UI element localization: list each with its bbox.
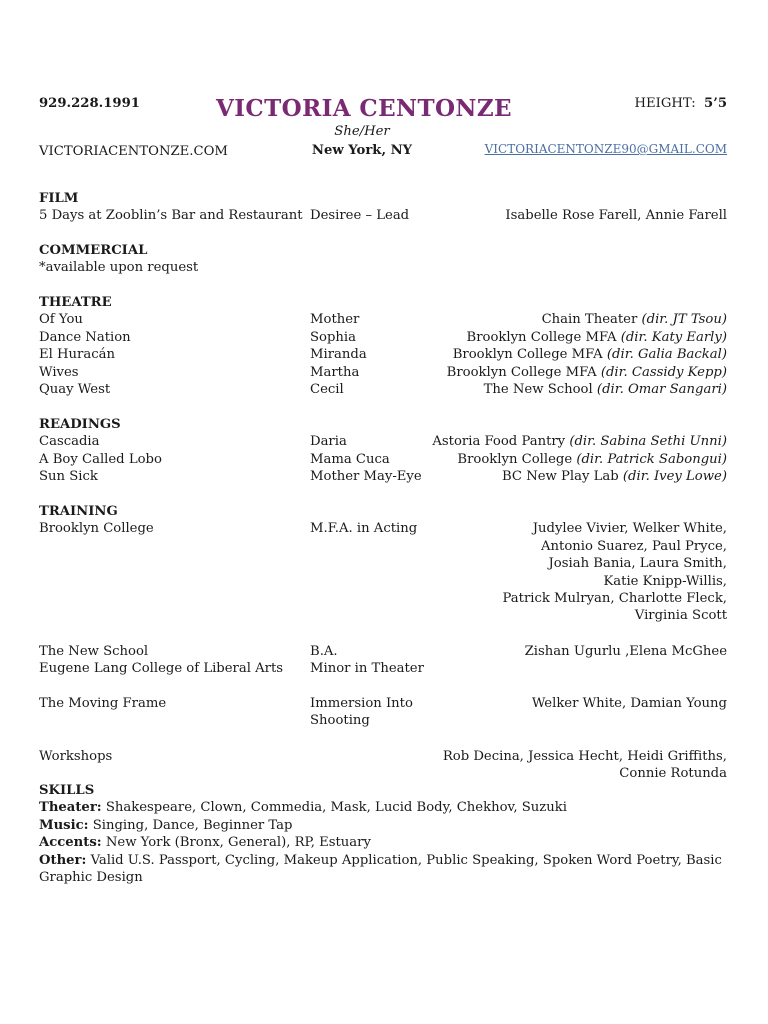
credit-row (39, 381, 727, 398)
skill-value: Valid U.S. Passport, Cycling, Makeup Application, Public Speaking, Spoken Word Poetry, Basic (86, 852, 722, 868)
height-label: HEIGHT: (634, 96, 696, 111)
training-teachers (443, 748, 727, 783)
credit-venue (457, 451, 727, 468)
venue-name: Astoria Food Pantry (432, 434, 566, 450)
teacher-line: Patrick Mulryan, Charlotte Fleck, (502, 591, 727, 607)
email-link[interactable]: VICTORIACENTONZE90@GMAIL.COM (484, 142, 727, 156)
skill-label: Theater: (39, 800, 102, 816)
credit-title: El Huracán (39, 347, 115, 363)
skill-label: Accents: (39, 835, 102, 851)
credit-title: Of You (39, 312, 83, 328)
training-minor: Minor in Theater (310, 661, 424, 677)
skill-label: Music: (39, 817, 89, 833)
teacher-line: Josiah Bania, Laura Smith, (548, 556, 727, 572)
training-teachers (503, 520, 727, 624)
training-school: The Moving Frame (39, 696, 167, 711)
skill-value: Singing, Dance, Beginner Tap (88, 817, 293, 833)
venue-name: Brooklyn College MFA (446, 364, 597, 380)
skill-other-continued: Graphic Design (39, 870, 143, 886)
phone-number: 929.228.1991 (39, 96, 140, 111)
credit-row (39, 451, 727, 468)
director-name: (dir. Sabina Sethi Unni) (569, 434, 727, 450)
credit-row (39, 207, 727, 224)
credit-role: Cecil (310, 381, 344, 397)
credit-venue (432, 433, 727, 450)
venue-name: Chain Theater (541, 312, 638, 328)
director-name: (dir. Omar Sangari) (596, 381, 727, 397)
skills-section (39, 782, 727, 886)
readings-section (39, 416, 727, 486)
section-heading: COMMERCIAL (39, 243, 148, 258)
credit-title: Sun Sick (39, 469, 98, 485)
teacher-line: Virginia Scott (634, 608, 727, 624)
credit-venue (467, 329, 727, 346)
director-name: (dir. Ivey Lowe) (622, 469, 727, 485)
venue-name: BC New Play Lab (502, 469, 619, 485)
height-value: 5’5 (704, 96, 727, 111)
credit-role: Daria (310, 434, 347, 450)
training-section (39, 503, 727, 642)
training-school: The New School (39, 644, 149, 659)
skill-label: Other: (39, 852, 87, 868)
training-degree: M.F.A. in Acting (310, 521, 418, 537)
credit-row (39, 433, 727, 450)
director-name: (dir. JT Tsou) (641, 312, 727, 328)
credit-role: Desiree – Lead (310, 208, 410, 224)
actor-name: VICTORIA CENTONZE (216, 95, 512, 122)
training-row-brooklyn (39, 520, 727, 642)
credit-row (39, 468, 727, 485)
credit-role: Sophia (310, 329, 356, 345)
commercial-note: *available upon request (39, 260, 199, 276)
director-name: (dir. Galia Backal) (606, 347, 727, 363)
course-line: Immersion Into (310, 696, 413, 711)
director-name: (dir. Katy Early) (620, 329, 727, 345)
credit-title: 5 Days at Zooblin’s Bar and Restaurant (39, 208, 303, 224)
credit-title: Quay West (39, 381, 111, 397)
commercial-section (39, 242, 727, 277)
training-row-workshops (39, 748, 727, 783)
section-heading: TRAINING (39, 504, 118, 519)
credit-row (39, 311, 727, 328)
credit-row (39, 346, 727, 363)
credit-row (39, 364, 727, 381)
credit-venue (447, 364, 727, 381)
skill-music (39, 817, 727, 834)
section-heading: READINGS (39, 417, 121, 432)
venue-name: Brooklyn College MFA (452, 347, 603, 363)
credit-role: Mother May-Eye (310, 469, 422, 485)
course-line: Shooting (310, 713, 370, 729)
section-heading: THEATRE (39, 295, 112, 310)
credit-role: Miranda (310, 347, 367, 363)
credit-title: Dance Nation (39, 329, 131, 345)
teacher-line: Antonio Suarez, Paul Pryce, (541, 538, 727, 554)
skill-value: New York (Bronx, General), RP, Estuary (101, 835, 371, 851)
training-row-newschool (39, 643, 727, 678)
website: VICTORIACENTONZE.COM (39, 144, 228, 159)
credit-director: Isabelle Rose Farell, Annie Farell (505, 208, 727, 224)
skill-theater (39, 799, 727, 816)
training-teachers: Zishan Ugurlu ,Elena McGhee (524, 644, 727, 659)
venue-name: The New School (483, 381, 593, 397)
training-course (310, 695, 413, 730)
skill-other (39, 852, 727, 869)
height (635, 95, 727, 112)
section-heading: SKILLS (39, 783, 95, 798)
training-workshops-label: Workshops (39, 749, 113, 764)
credit-venue (484, 381, 727, 398)
credit-venue (502, 468, 727, 485)
director-name: (dir. Patrick Sabongui) (576, 451, 727, 467)
credit-row (39, 329, 727, 346)
credit-role: Mama Cuca (310, 451, 390, 467)
location: New York, NY (311, 143, 413, 158)
credit-title: Cascadia (39, 434, 100, 450)
director-name: (dir. Cassidy Kepp) (600, 364, 727, 380)
theatre-section (39, 294, 727, 398)
credit-role: Martha (310, 364, 360, 380)
venue-name: Brooklyn College (457, 451, 573, 467)
teacher-line: Katie Knipp-Willis, (603, 573, 727, 589)
training-school: Brooklyn College (39, 521, 154, 537)
training-teachers: Welker White, Damian Young (531, 696, 727, 711)
teacher-line: Judylee Vivier, Welker White, (532, 521, 727, 537)
credit-title: Wives (39, 364, 79, 380)
teacher-line: Connie Rotunda (619, 766, 727, 782)
training-degree: B.A. (310, 644, 338, 659)
skill-accents (39, 834, 727, 851)
credit-title: A Boy Called Lobo (39, 451, 162, 467)
credit-role: Mother (310, 312, 360, 328)
teacher-line: Rob Decina, Jessica Hecht, Heidi Griffiths, (442, 749, 727, 764)
credit-venue (453, 346, 727, 363)
training-school-college: Eugene Lang College of Liberal Arts (39, 661, 284, 677)
section-heading: FILM (39, 191, 79, 206)
credit-venue (542, 311, 727, 328)
training-row-movingframe (39, 695, 727, 730)
venue-name: Brooklyn College MFA (466, 329, 617, 345)
skill-value: Shakespeare, Clown, Commedia, Mask, Lucid Body, Chekhov, Suzuki (101, 800, 567, 816)
pronouns: She/Her (334, 124, 390, 139)
film-section (39, 190, 727, 225)
